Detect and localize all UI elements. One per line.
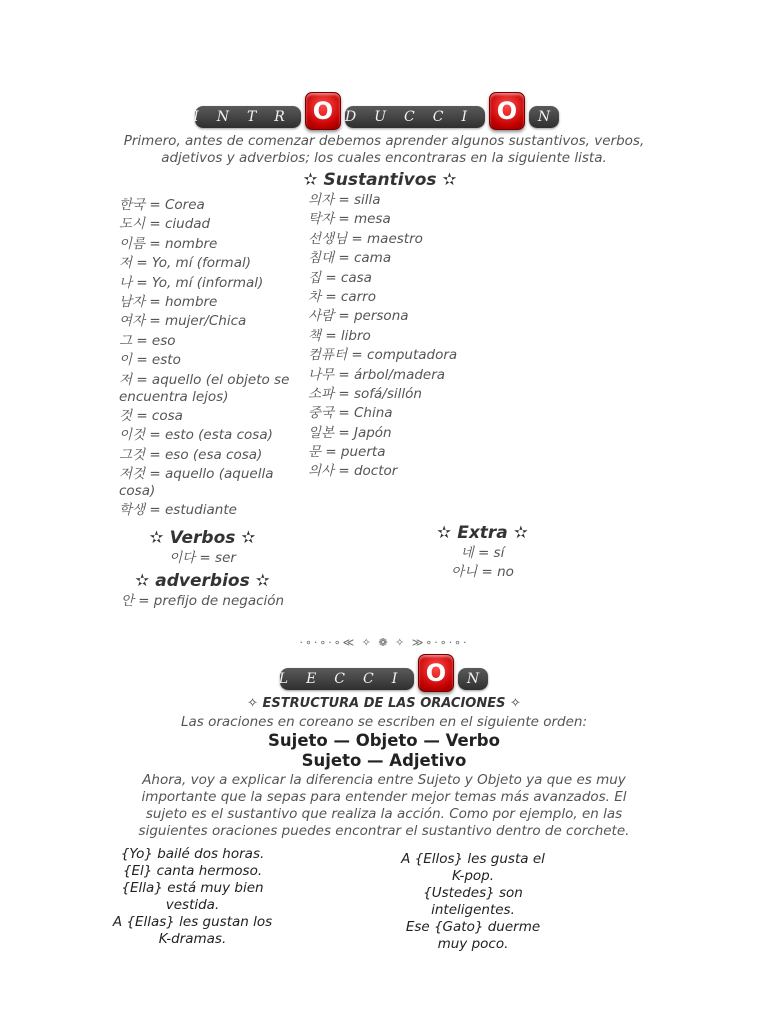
list-item: 아니 = no xyxy=(451,564,514,581)
list-item: 컴퓨터 = computadora xyxy=(308,347,458,364)
o-letter: O xyxy=(425,659,447,687)
verbos-heading: ✫ Verbos ✫ xyxy=(149,528,256,548)
adverbios-heading: ✫ adverbios ✫ xyxy=(135,571,270,591)
title-letters: DUCCI xyxy=(345,109,485,125)
list-item: 것 = cosa xyxy=(119,407,183,424)
title-letters: INTR xyxy=(193,109,303,125)
list-item: 이다 = ser xyxy=(169,550,236,566)
extra-heading: ✫ Extra ✫ xyxy=(437,523,528,543)
list-item: 집 = casa xyxy=(308,269,372,286)
title-letters: LECCI xyxy=(278,671,416,687)
example-sentence: {Yo} bailé dos horas. xyxy=(120,846,265,862)
examples-left xyxy=(110,846,275,948)
sentence-order-1: Sujeto — Objeto — Verbo xyxy=(268,731,500,750)
list-item: 네 = sí xyxy=(460,545,505,561)
title-letters: N xyxy=(466,671,480,687)
verbos-list xyxy=(100,550,305,569)
o-letter: O xyxy=(496,97,518,125)
title-tile xyxy=(345,106,485,128)
example-sentence: A {Ellas} les gustan los K-dramas. xyxy=(112,914,273,947)
list-item: 선생님 = maestro xyxy=(308,230,423,247)
list-item: 중국 = China xyxy=(308,405,393,422)
sustantivos-left-list xyxy=(119,197,294,522)
list-item: 한국 = Corea xyxy=(119,197,205,213)
list-item: 책 = libro xyxy=(308,327,371,344)
list-item: 저 = Yo, mí (formal) xyxy=(119,255,252,272)
title-letters: N xyxy=(537,109,551,125)
o-button-icon xyxy=(489,92,525,130)
ornament-separator: ·∘·∘·∘≪ ✧ ❁ ✧ ≫∘·∘·∘· xyxy=(299,636,469,649)
list-item: 학생 = estudiante xyxy=(119,502,237,519)
list-item: 침대 = cama xyxy=(308,250,392,267)
o-button-icon xyxy=(418,654,454,692)
adverbios-list xyxy=(100,593,305,612)
title-tile xyxy=(458,668,488,690)
list-item: 이름 = nombre xyxy=(119,235,218,252)
o-button-icon xyxy=(305,92,341,130)
list-item: 차 = carro xyxy=(308,288,376,305)
list-item: 그것 = eso (esa cosa) xyxy=(119,446,263,463)
example-sentence: A {Ellos} les gusta el K-pop. xyxy=(401,851,545,884)
list-item: 문 = puerta xyxy=(308,444,386,461)
list-item: 이것 = esto (esta cosa) xyxy=(119,427,273,444)
list-item: 여자 = mujer/Chica xyxy=(119,313,247,330)
examples-right xyxy=(398,851,548,953)
title-tile xyxy=(195,106,301,128)
title-tile xyxy=(280,668,414,690)
example-sentence: {Ella} está muy bien vestida. xyxy=(121,880,264,913)
list-item: 의자 = silla xyxy=(308,192,381,208)
list-item: 도시 = ciudad xyxy=(119,216,211,233)
list-item: 그 = eso xyxy=(119,332,176,349)
explanation-paragraph: Ahora, voy a explicar la diferencia entre Sujeto y Objeto ya que es muy importante que la sepas para entender mejor temas más avanzados. El sujeto es el sustantivo que realiza la acción. Como por ejemplo, en las siguientes oraciones puedes encontrar el sustantivo dentro de corchete. xyxy=(138,772,630,839)
o-letter: O xyxy=(312,97,334,125)
list-item: 의사 = doctor xyxy=(308,463,398,480)
list-item: 저 = aquello (el objeto se encuentra lejos) xyxy=(119,371,290,405)
list-item: 나무 = árbol/madera xyxy=(308,366,446,383)
list-item: 일본 = Japón xyxy=(308,424,392,441)
list-item: 이 = esto xyxy=(119,352,181,369)
list-item: 소파 = sofá/sillón xyxy=(308,385,422,402)
list-item: 사람 = persona xyxy=(308,308,409,325)
sentence-order-2: Sujeto — Adjetivo xyxy=(301,751,467,770)
estructura-heading: ✧ ESTRUCTURA DE LAS ORACIONES ✧ xyxy=(247,696,521,711)
example-sentence: {El} canta hermoso. xyxy=(122,863,263,879)
list-item: 저것 = aquello (aquella cosa) xyxy=(119,466,274,500)
sustantivos-heading: ✫ Sustantivos ✫ xyxy=(303,170,457,190)
estructura-subtitle: Las oraciones en coreano se escriben en el siguiente orden: xyxy=(180,714,587,730)
example-sentence: Ese {Gato} duerme muy poco. xyxy=(405,919,541,952)
list-item: 나 = Yo, mí (informal) xyxy=(119,274,264,291)
intro-paragraph: Primero, antes de comenzar debemos aprender algunos sustantivos, verbos, adjetivos y adverbios; los cuales encontraras en la siguiente lista. xyxy=(123,133,645,166)
leccion-title xyxy=(280,654,488,692)
example-sentence: {Ustedes} son inteligentes. xyxy=(423,885,523,918)
list-item: 남자 = hombre xyxy=(119,293,218,310)
list-item: 안 = prefijo de negación xyxy=(120,593,285,609)
list-item: 탁자 = mesa xyxy=(308,211,391,228)
title-tile xyxy=(529,106,559,128)
extra-list xyxy=(400,545,565,584)
intro-title xyxy=(195,92,559,130)
sustantivos-right-list xyxy=(308,192,508,483)
